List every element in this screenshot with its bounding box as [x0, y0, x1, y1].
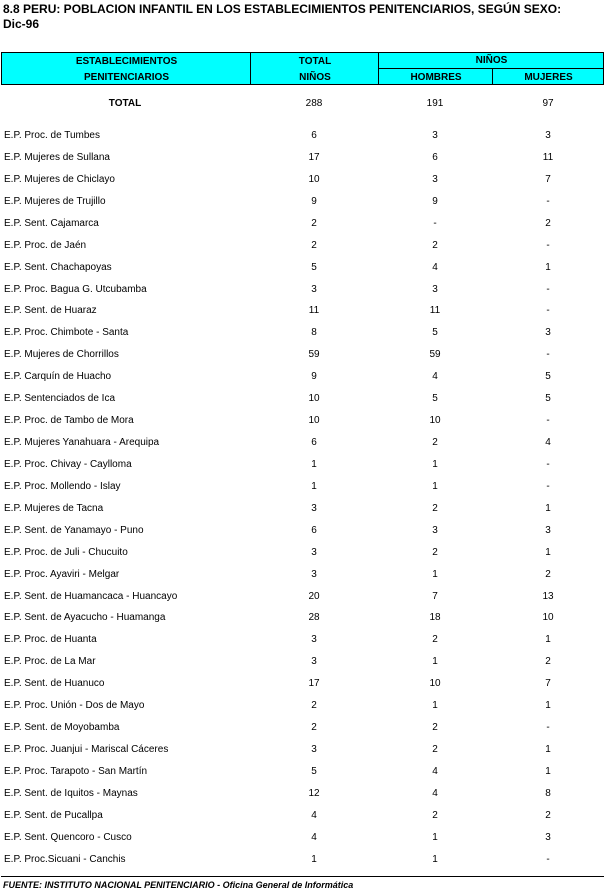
row-mujeres: 7 [545, 678, 551, 690]
table-row [0, 389, 605, 411]
row-total: 59 [308, 349, 320, 361]
row-mujeres: 2 [545, 809, 551, 821]
row-hombres: 10 [429, 415, 441, 427]
table-row [0, 608, 605, 630]
row-name: E.P. Carquín de Huacho [4, 371, 112, 383]
title-line-1: 8.8 PERU: POBLACION INFANTIL EN LOS ESTABLECIMIENTOS PENITENCIARIOS, SEGÚN SEXO: [3, 2, 562, 16]
row-hombres: 4 [432, 261, 438, 273]
row-total: 6 [311, 130, 317, 141]
row-name: E.P. Sent. de Yanamayo - Puno [4, 524, 144, 536]
row-total: 5 [311, 261, 317, 273]
row-name: E.P. Sent. de Huanuco [4, 678, 105, 690]
row-name: E.P. Proc. Juanjui - Mariscal Cáceres [4, 744, 169, 756]
row-total: 1 [311, 853, 317, 865]
table-row [0, 696, 605, 718]
row-mujeres: - [546, 239, 550, 251]
row-hombres: 1 [432, 568, 438, 580]
row-mujeres: 2 [545, 568, 551, 580]
row-name: E.P. Mujeres de Sullana [4, 151, 110, 163]
row-hombres: 6 [432, 151, 438, 163]
row-name: E.P. Sent. Quencoro - Cusco [4, 831, 132, 843]
title-line-2: Dic-96 [3, 17, 40, 31]
row-mujeres: 10 [542, 612, 554, 624]
total-row [0, 94, 605, 116]
row-total: 10 [308, 173, 320, 185]
row-total: 17 [308, 151, 320, 163]
row-total: 2 [311, 217, 317, 229]
header-col2-line2: NIÑOS [299, 72, 331, 83]
table-row [0, 126, 605, 148]
row-hombres: 5 [432, 393, 438, 405]
row-total: 12 [308, 787, 320, 799]
row-mujeres: 1 [545, 261, 551, 273]
table-row [0, 455, 605, 477]
table-row [0, 280, 605, 302]
row-total: 8 [311, 327, 317, 339]
row-hombres: 18 [429, 612, 441, 624]
row-mujeres: 2 [545, 656, 551, 668]
table-row [0, 762, 605, 784]
row-total: 28 [308, 612, 320, 624]
row-hombres: 3 [432, 283, 438, 295]
row-name: E.P. Mujeres de Trujillo [4, 195, 106, 207]
header-mujeres: MUJERES [524, 72, 573, 83]
table-header [1, 52, 604, 85]
row-total: 3 [311, 634, 317, 646]
header-col2-line1: TOTAL [298, 56, 332, 67]
row-total: 3 [311, 502, 317, 514]
row-hombres: 1 [432, 480, 438, 492]
table-row [0, 565, 605, 587]
table-row [0, 587, 605, 609]
table-row [0, 740, 605, 762]
row-total: 6 [311, 437, 317, 449]
table-row [0, 499, 605, 521]
row-name: E.P. Proc. de Tumbes [4, 130, 100, 141]
table-row [0, 543, 605, 565]
row-name: E.P. Proc. Tarapoto - San Martín [4, 765, 148, 777]
row-name: E.P. Proc. de Tambo de Mora [4, 415, 134, 427]
total-label: TOTAL [108, 98, 142, 109]
row-name: E.P. Proc. de Juli - Chucuito [4, 546, 128, 558]
row-mujeres: 1 [545, 502, 551, 514]
table-row [0, 433, 605, 455]
row-mujeres: - [546, 415, 550, 427]
table-row [0, 630, 605, 652]
row-total: 17 [308, 678, 320, 690]
row-hombres: 2 [432, 744, 438, 756]
table-row [0, 521, 605, 543]
table-row [0, 170, 605, 192]
row-mujeres: 3 [545, 130, 551, 141]
row-name: E.P. Sentenciados de Ica [4, 393, 116, 405]
row-name: E.P. Mujeres Yanahuara - Arequipa [4, 437, 160, 449]
table-row [0, 477, 605, 499]
row-hombres: 1 [432, 700, 438, 712]
row-name: E.P. Proc. de Jaén [4, 239, 87, 251]
table-row [0, 784, 605, 806]
row-mujeres: 5 [545, 393, 551, 405]
header-hombres: HOMBRES [410, 72, 462, 83]
header-establecimientos [2, 56, 251, 84]
row-mujeres: - [546, 480, 550, 492]
row-name: E.P. Proc. de Huanta [4, 634, 97, 646]
row-total: 10 [308, 415, 320, 427]
row-name: E.P. Mujeres de Chiclayo [4, 173, 115, 185]
row-total: 3 [311, 656, 317, 668]
row-total: 2 [311, 700, 317, 712]
row-mujeres: 2 [545, 217, 551, 229]
header-group-underline [378, 68, 603, 69]
row-hombres: 2 [432, 634, 438, 646]
row-total: 11 [308, 305, 320, 317]
row-total: 1 [311, 458, 317, 470]
header-divider-1 [250, 53, 251, 84]
row-mujeres: 1 [545, 700, 551, 712]
row-mujeres: 3 [545, 327, 551, 339]
page-title [3, 2, 561, 32]
row-mujeres: 7 [545, 173, 551, 185]
row-hombres: 1 [432, 458, 438, 470]
table-row [0, 411, 605, 433]
row-total: 3 [311, 283, 317, 295]
row-mujeres: 1 [545, 765, 551, 777]
table-row [0, 258, 605, 280]
row-total: 20 [308, 590, 320, 602]
row-hombres: 1 [432, 831, 438, 843]
table-row [0, 345, 605, 367]
row-name: E.P. Sent. Cajamarca [4, 217, 99, 229]
row-name: E.P. Proc. Mollendo - Islay [4, 480, 121, 492]
row-mujeres: 1 [545, 744, 551, 756]
row-hombres: 3 [432, 524, 438, 536]
table-row [0, 301, 605, 323]
row-name: E.P. Proc. de La Mar [4, 656, 96, 668]
row-hombres: 11 [429, 305, 441, 317]
row-mujeres: - [546, 722, 550, 734]
table-row [0, 367, 605, 389]
row-hombres: 2 [432, 502, 438, 514]
row-hombres: 1 [432, 656, 438, 668]
row-name: E.P. Sent. de Huaraz [4, 305, 97, 317]
row-total: 1 [311, 480, 317, 492]
row-hombres: 4 [432, 787, 438, 799]
row-total: 4 [311, 831, 317, 843]
header-total-ninos [251, 56, 379, 84]
row-total: 3 [311, 568, 317, 580]
row-mujeres: - [546, 349, 550, 361]
row-mujeres: 3 [545, 831, 551, 843]
row-hombres: 4 [432, 765, 438, 777]
row-total: 9 [311, 195, 317, 207]
row-name: E.P. Proc.Sicuani - Canchis [4, 853, 126, 865]
row-hombres: - [433, 217, 437, 229]
table-row [0, 148, 605, 170]
row-name: E.P. Sent. de Ayacucho - Huamanga [4, 612, 166, 624]
table-row [0, 850, 605, 872]
row-mujeres: 8 [545, 787, 551, 799]
row-name: E.P. Sent. Chachapoyas [4, 261, 112, 273]
row-mujeres: - [546, 283, 550, 295]
total-total: 288 [305, 98, 323, 109]
row-name: E.P. Proc. Ayaviri - Melgar [4, 568, 120, 580]
header-group-ninos: NIÑOS [475, 55, 508, 66]
row-total: 5 [311, 765, 317, 777]
table-row [0, 806, 605, 828]
row-mujeres: 1 [545, 634, 551, 646]
row-total: 3 [311, 546, 317, 558]
header-col1-line1: ESTABLECIMIENTOS [75, 56, 178, 67]
row-mujeres: 1 [545, 546, 551, 558]
row-total: 2 [311, 239, 317, 251]
table-row [0, 214, 605, 236]
row-total: 10 [308, 393, 320, 405]
table-row [0, 192, 605, 214]
row-total: 9 [311, 371, 317, 383]
row-hombres: 2 [432, 546, 438, 558]
row-total: 4 [311, 809, 317, 821]
source-note: FUENTE: INSTITUTO NACIONAL PENITENCIARIO - Oficina General de Informática [3, 880, 354, 890]
row-name: E.P. Sent. de Moyobamba [4, 722, 120, 734]
table-row [0, 652, 605, 674]
table-row [0, 236, 605, 258]
row-hombres: 9 [432, 195, 438, 207]
row-hombres: 2 [432, 437, 438, 449]
total-hombres: 191 [426, 98, 444, 109]
table-row [0, 674, 605, 696]
footer-divider [1, 876, 604, 877]
header-divider-3 [492, 68, 493, 84]
row-total: 2 [311, 722, 317, 734]
row-name: E.P. Sent. de Pucallpa [4, 809, 103, 821]
row-name: E.P. Proc. Chivay - Caylloma [4, 458, 132, 470]
total-mujeres: 97 [542, 98, 554, 109]
row-name: E.P. Proc. Chimbote - Santa [4, 327, 129, 339]
row-name: E.P. Proc. Bagua G. Utcubamba [4, 283, 147, 295]
row-name: E.P. Sent. de Huamancaca - Huancayo [4, 590, 178, 602]
row-hombres: 5 [432, 327, 438, 339]
row-hombres: 2 [432, 809, 438, 821]
row-hombres: 2 [432, 722, 438, 734]
row-name: E.P. Proc. Unión - Dos de Mayo [4, 700, 145, 712]
row-hombres: 3 [432, 173, 438, 185]
row-mujeres: 3 [545, 524, 551, 536]
header-col1-line2: PENITENCIARIOS [83, 72, 169, 83]
row-mujeres: 4 [545, 437, 551, 449]
table-row [0, 323, 605, 345]
row-mujeres: - [546, 853, 550, 865]
table-row [0, 828, 605, 850]
row-mujeres: - [546, 458, 550, 470]
row-name: E.P. Mujeres de Tacna [4, 502, 104, 514]
row-name: E.P. Sent. de Iquitos - Maynas [4, 787, 138, 799]
row-hombres: 59 [429, 349, 441, 361]
row-total: 6 [311, 524, 317, 536]
row-hombres: 7 [432, 590, 438, 602]
row-hombres: 4 [432, 371, 438, 383]
row-mujeres: 13 [542, 590, 554, 602]
row-hombres: 10 [429, 678, 441, 690]
row-hombres: 1 [432, 853, 438, 865]
row-hombres: 2 [432, 239, 438, 251]
row-total: 3 [311, 744, 317, 756]
row-mujeres: 11 [542, 151, 554, 163]
row-mujeres: - [546, 305, 550, 317]
table-row [0, 718, 605, 740]
row-mujeres: 5 [545, 371, 551, 383]
row-hombres: 3 [432, 130, 438, 141]
row-name: E.P. Mujeres de Chorrillos [4, 349, 119, 361]
row-mujeres: - [546, 195, 550, 207]
